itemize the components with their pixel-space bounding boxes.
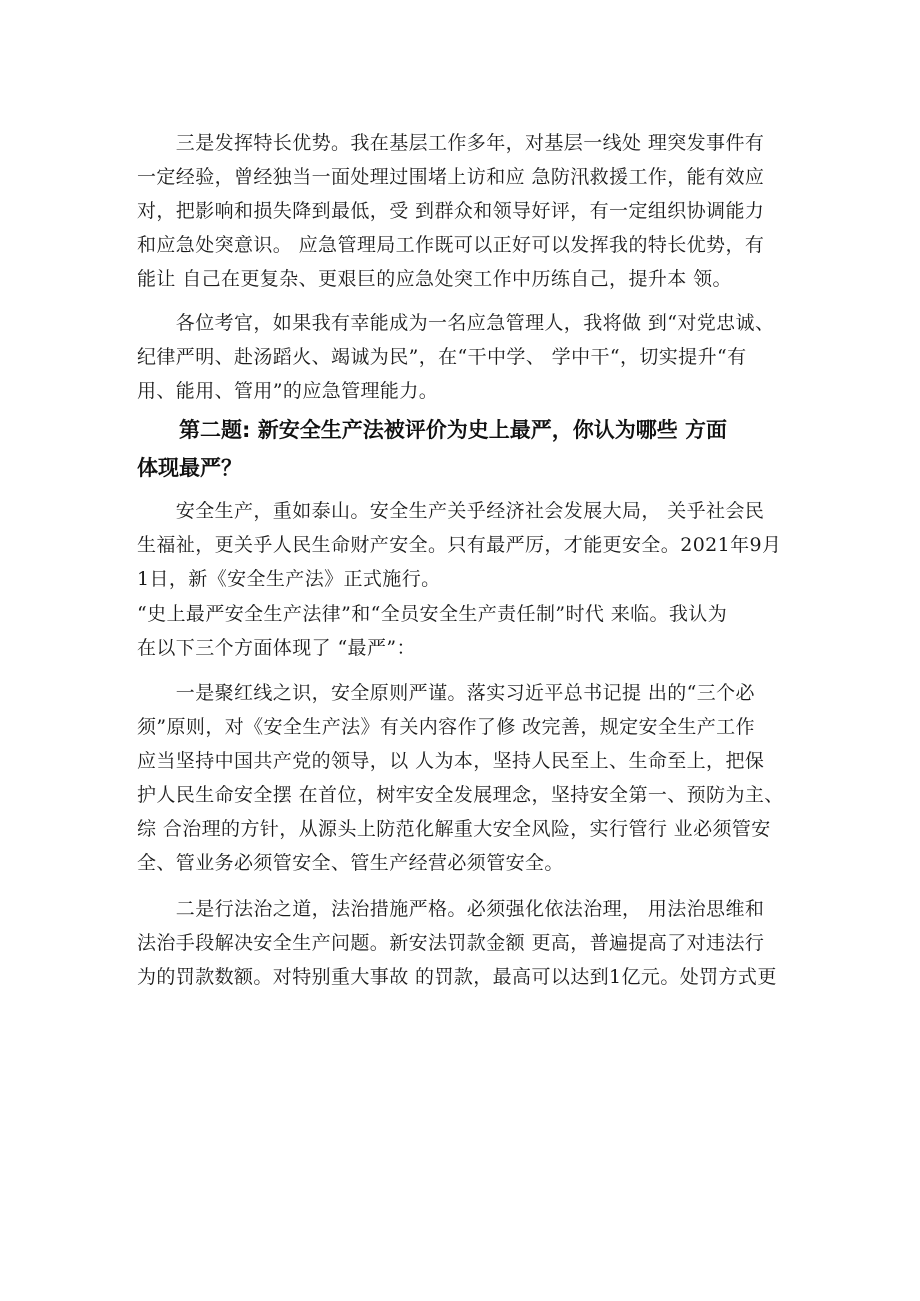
paragraph-line: 一定经验，曾经独当一面处理过围堵上访和应 急防汛救援工作，能有效应 <box>137 166 765 188</box>
paragraph-line: 为的罚款数额。对特别重大事故 的罚款，最高可以达到1亿元。处罚方式更 <box>137 966 777 988</box>
paragraph-line: 各位考官，如果我有幸能成为一名应急管理人，我将做 到“对党忠诚、 <box>137 312 775 334</box>
paragraph-line: 二是行法治之道，法治措施严格。必须强化依法治理， 用法治思维和 <box>137 898 765 920</box>
paragraph-line: 和应急处突意识。 应急管理局工作既可以正好可以发挥我的特长优势，有 <box>137 234 765 256</box>
paragraph-line: 能让 自己在更复杂、更艰巨的应急处突工作中历练自己，提升本 领。 <box>137 268 732 290</box>
paragraph-line: 综 合治理的方针，从源头上防范化解重大安全风险，实行管行 业必须管安 <box>137 818 771 840</box>
paragraph-line: 三是发挥特长优势。我在基层工作多年，对基层一线处 理突发事件有 <box>137 132 765 154</box>
paragraph-line: 须”原则，对《安全生产法》有关内容作了修 改完善，规定安全生产工作 <box>137 716 755 738</box>
paragraph-line: 应当坚持中国共产党的领导，以 人为本，坚持人民至上、生命至上，把保 <box>137 750 765 772</box>
paragraph-line: 护人民生命安全摆 在首位，树牢安全发展理念，坚持安全第一、预防为主、 <box>137 784 784 806</box>
paragraph-line: 用、能用、管用”的应急管理能力。 <box>137 380 439 402</box>
paragraph-line: 一是聚红线之识，安全原则严谨。落实习近平总书记提 出的“三个必 <box>137 682 755 704</box>
paragraph-line: 纪律严明、赴汤蹈火、竭诚为民”，在“干中学、 学中干“，切实提升“有 <box>137 346 747 368</box>
paragraph-line: 对，把影响和损失降到最低，受 到群众和领导好评，有一定组织协调能力 <box>137 200 765 222</box>
paragraph-line: 1日，新《安全生产法》正式施行。 <box>137 568 441 590</box>
section-heading: 体现最严？ <box>137 456 242 480</box>
paragraph-line: 全、管业务必须管安全、管生产经营必须管安全。 <box>137 852 564 874</box>
section-heading: 第二题: 新安全生产法被评价为史上最严，你认为哪些 方面 <box>137 418 728 442</box>
paragraph-line: 安全生产，重如泰山。安全生产关乎经济社会发展大局， 关乎社会民 <box>137 500 765 522</box>
paragraph-line: “史上最严安全生产法律”和“全员安全生产责任制”时代 来临。我认为 <box>137 603 728 625</box>
paragraph-line: 在以下三个方面体现了 “最严”： <box>137 637 416 659</box>
paragraph-line: 法治手段解决安全生产问题。新安法罚款金额 更高，普遍提高了对违法行 <box>137 932 765 954</box>
paragraph-line: 生福祉，更关乎人民生命财产安全。只有最严厉，才能更安全。2021年9月 <box>137 534 782 556</box>
